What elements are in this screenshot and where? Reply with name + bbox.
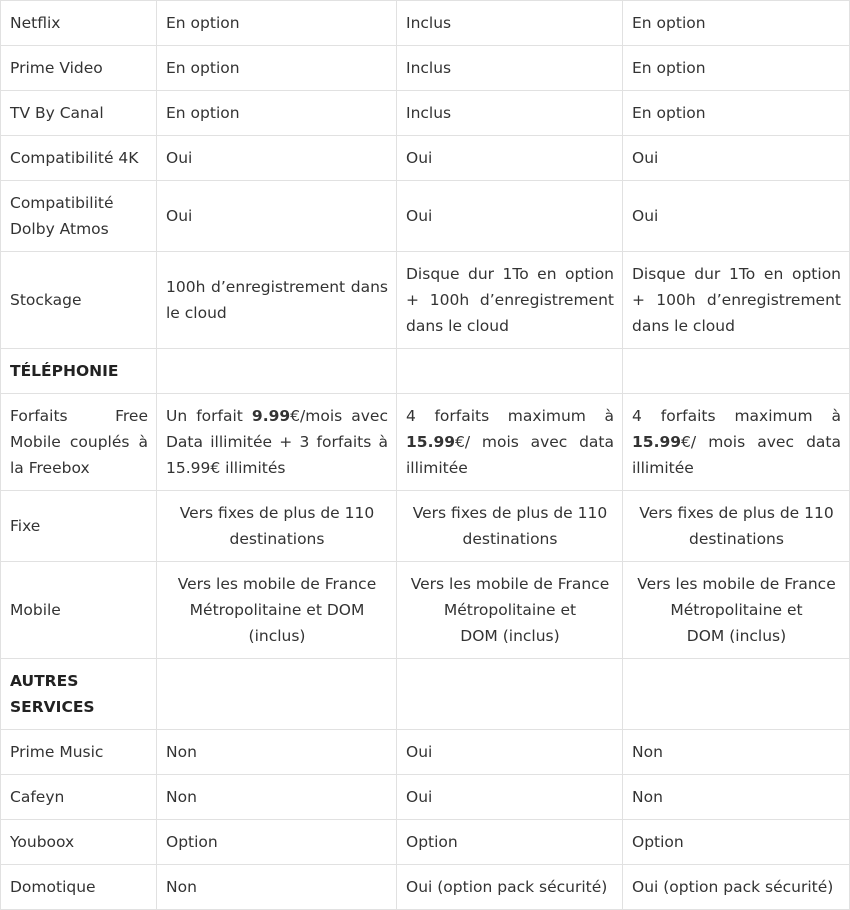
price-highlight: 15.99	[632, 433, 682, 451]
cell-offer-2: Inclus	[397, 91, 623, 136]
empty-cell	[397, 349, 623, 394]
cell-offer-1: Oui	[157, 136, 397, 181]
price-highlight: 15.99	[406, 433, 456, 451]
row-label: Stockage	[1, 252, 157, 349]
table-row	[1, 252, 850, 349]
table-row	[1, 491, 850, 562]
empty-cell	[157, 349, 397, 394]
row-label: TV By Canal	[1, 91, 157, 136]
cell-offer-3: Oui	[623, 181, 850, 252]
cell-offer-2: Disque dur 1To en option + 100h d’enregistrement dans le cloud	[397, 252, 623, 349]
cell-text: DOM (inclus)	[460, 627, 560, 645]
cell-text: €/ mois avec data illimitée	[406, 433, 614, 477]
row-label: Prime Video	[1, 46, 157, 91]
empty-cell	[623, 659, 850, 730]
row-label: Cafeyn	[1, 775, 157, 820]
section-row	[1, 349, 850, 394]
cell-offer-2: Oui	[397, 730, 623, 775]
table-row	[1, 820, 850, 865]
cell-offer-2: Option	[397, 820, 623, 865]
cell-offer-2: Inclus	[397, 1, 623, 46]
row-label: Prime Music	[1, 730, 157, 775]
cell-text: 4 forfaits maximum à	[406, 407, 614, 425]
cell-text: €/mois avec Data illimitée + 3 forfaits à 15.99€ illimités	[166, 407, 388, 477]
cell-text: Vers les mobile de France Métropolitaine et	[410, 575, 610, 619]
cell-text: DOM (inclus)	[686, 627, 787, 645]
cell-offer-1: En option	[157, 46, 397, 91]
table-row	[1, 136, 850, 181]
cell-offer-3: Oui	[623, 136, 850, 181]
price-highlight: 9.99	[251, 407, 291, 425]
cell-offer-1: Oui	[157, 181, 397, 252]
cell-offer-1: 100h d’enregistrement dans le cloud	[157, 252, 397, 349]
cell-offer-1: En option	[157, 91, 397, 136]
cell-offer-1: Non	[157, 730, 397, 775]
table-row	[1, 394, 850, 491]
row-label: Mobile	[1, 562, 157, 659]
section-heading: AUTRES SERVICES	[1, 659, 157, 730]
cell-offer-1: Vers fixes de plus de 110 destinations	[157, 491, 397, 562]
table-row	[1, 865, 850, 910]
section-heading: TÉLÉPHONIE	[1, 349, 157, 394]
cell-offer-2: Inclus	[397, 46, 623, 91]
cell-offer-1: Non	[157, 865, 397, 910]
cell-offer-3: Vers fixes de plus de 110 destinations	[623, 491, 850, 562]
cell-offer-1: En option	[157, 1, 397, 46]
cell-offer-1	[157, 394, 397, 491]
cell-offer-3	[623, 562, 850, 659]
empty-cell	[397, 659, 623, 730]
row-label: Youboox	[1, 820, 157, 865]
cell-offer-1: Option	[157, 820, 397, 865]
cell-offer-3: Non	[623, 730, 850, 775]
cell-offer-2: Oui (option pack sécurité)	[397, 865, 623, 910]
table-row	[1, 1, 850, 46]
empty-cell	[157, 659, 397, 730]
table-row	[1, 730, 850, 775]
cell-offer-3: Non	[623, 775, 850, 820]
cell-offer-2: Vers fixes de plus de 110 destinations	[397, 491, 623, 562]
cell-offer-3: En option	[623, 46, 850, 91]
empty-cell	[623, 349, 850, 394]
table-row	[1, 775, 850, 820]
cell-offer-1: Vers les mobile de France Métropolitaine et DOM (inclus)	[157, 562, 397, 659]
row-label: Domotique	[1, 865, 157, 910]
cell-offer-2: Oui	[397, 775, 623, 820]
cell-text: 4 forfaits maximum à	[632, 407, 841, 425]
cell-offer-2: Oui	[397, 181, 623, 252]
cell-offer-2	[397, 562, 623, 659]
cell-offer-3: Option	[623, 820, 850, 865]
cell-offer-1: Non	[157, 775, 397, 820]
cell-text: €/ mois avec data illimitée	[632, 433, 841, 477]
cell-offer-2: Oui	[397, 136, 623, 181]
row-label: Compatibilité 4K	[1, 136, 157, 181]
row-label: Netflix	[1, 1, 157, 46]
cell-offer-3: En option	[623, 91, 850, 136]
row-label: Compatibilité Dolby Atmos	[1, 181, 157, 252]
table-row	[1, 91, 850, 136]
cell-text: Un forfait	[166, 407, 252, 425]
table-row	[1, 562, 850, 659]
cell-offer-3: Disque dur 1To en option + 100h d’enregistrement dans le cloud	[623, 252, 850, 349]
cell-offer-3: En option	[623, 1, 850, 46]
cell-offer-3: Oui (option pack sécurité)	[623, 865, 850, 910]
cell-offer-3	[623, 394, 850, 491]
cell-offer-2	[397, 394, 623, 491]
row-label: Forfaits Free Mobile couplés à la Freebox	[1, 394, 157, 491]
section-row	[1, 659, 850, 730]
table-row	[1, 46, 850, 91]
row-label: Fixe	[1, 491, 157, 562]
table-row	[1, 181, 850, 252]
cell-text: Vers les mobile de France Métropolitaine et	[637, 575, 836, 619]
